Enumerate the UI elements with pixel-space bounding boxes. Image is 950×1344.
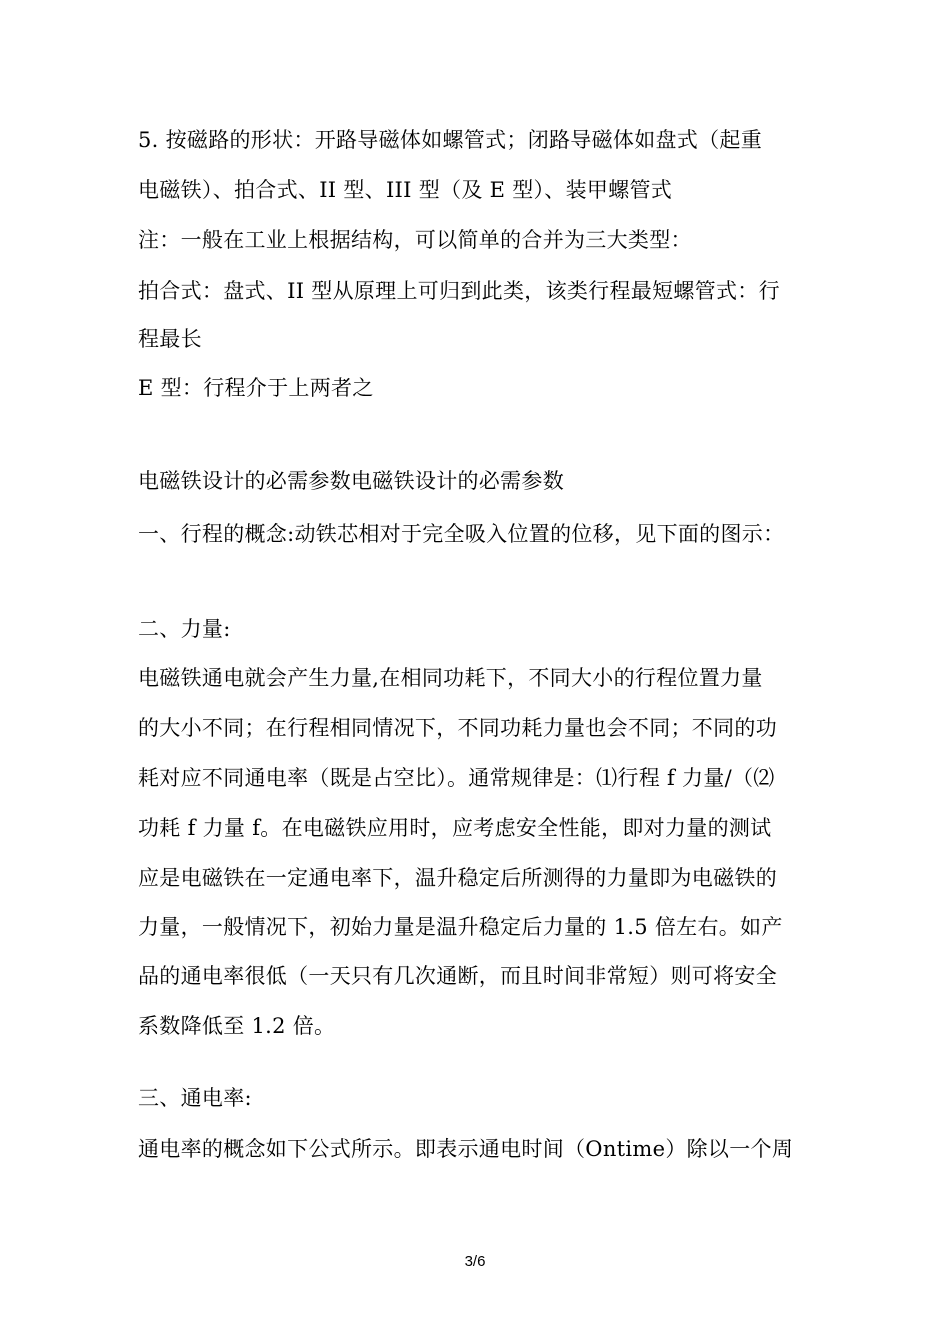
text-line: 品的通电率很低（一天只有几次通断，而且时间非常短）则可将安全 xyxy=(138,964,777,988)
text-line: 力量，一般情况下，初始力量是温升稳定后力量的 1.5 倍左右。如产 xyxy=(138,915,783,939)
page-number: 3/6 xyxy=(464,1253,486,1270)
text-line: 的大小不同；在行程相同情况下，不同功耗力量也会不同；不同的功 xyxy=(138,716,777,740)
section-heading: 二、力量: xyxy=(138,617,231,641)
text-line: 应是电磁铁在一定通电率下，温升稳定后所测得的力量即为电磁铁的 xyxy=(138,866,777,890)
text-line: 拍合式：盘式、II 型从原理上可归到此类，该类行程最短螺管式：行 xyxy=(138,279,780,303)
text-line: 5. 按磁路的形状：开路导磁体如螺管式；闭路导磁体如盘式（起重 xyxy=(138,128,763,152)
text-line: 耗对应不同通电率（既是占空比）。通常规律是：⑴行程 f 力量/（⑵ xyxy=(138,766,775,790)
text-line: 注：一般在工业上根据结构，可以简单的合并为三大类型： xyxy=(138,228,692,252)
text-line: 电磁铁）、拍合式、II 型、III 型（及 E 型）、装甲螺管式 xyxy=(138,178,673,202)
text-line: 功耗 f 力量 f。在电磁铁应用时，应考虑安全性能，即对力量的测试 xyxy=(138,816,772,840)
text-line: 一、行程的概念:动铁芯相对于完全吸入位置的位移，见下面的图示： xyxy=(138,522,785,546)
section-heading: 三、通电率: xyxy=(138,1086,252,1110)
text-line: 程最长 xyxy=(138,327,202,351)
section-heading: 电磁铁设计的必需参数电磁铁设计的必需参数 xyxy=(138,469,564,493)
text-line: E 型：行程介于上两者之 xyxy=(138,376,374,400)
text-line: 通电率的概念如下公式所示。即表示通电时间（Ontime）除以一个周 xyxy=(138,1137,794,1161)
text-line: 系数降低至 1.2 倍。 xyxy=(138,1014,336,1038)
text-line: 电磁铁通电就会产生力量,在相同功耗下，不同大小的行程位置力量 xyxy=(138,666,763,690)
